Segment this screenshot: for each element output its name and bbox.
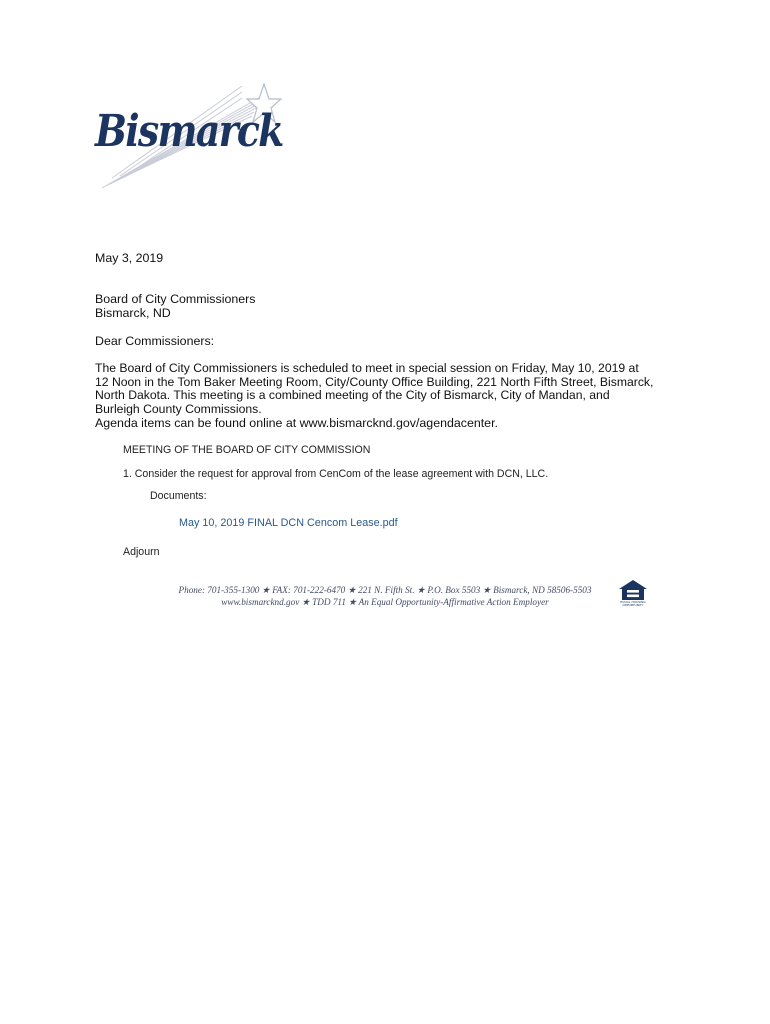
salutation: Dear Commissioners: [95,334,215,348]
footer-contact-line: Phone: 701-355-1300 ★ FAX: 701-222-6470 ★ 221 N. Fifth St. ★ P.O. Box 5503 ★ Bismarck, ND 58506-5503 [178,585,592,595]
logo-wordmark: Bismarck [95,106,283,157]
letter-date: May 3, 2019 [95,251,164,265]
recipient-line-1: Board of City Commissioners [95,292,256,306]
documents-label: Documents: [150,490,207,502]
agenda-note: Agenda items can be found online at www.bismarcknd.gov/agendacenter. [95,416,498,430]
recipient-line-2: Bismarck, ND [95,306,171,320]
bismarck-logo [92,78,282,193]
letterhead-footer [150,584,620,608]
equal-housing-caption: EQUAL HOUSING OPPORTUNITY [620,600,646,607]
equal-housing-opportunity-logo [618,579,648,607]
adjourn-label: Adjourn [123,546,160,558]
footer-web-line: www.bismarcknd.gov ★ TDD 711 ★ An Equal Opportunity-Affirmative Action Employer [221,597,549,607]
agenda-heading: MEETING OF THE BOARD OF CITY COMMISSION [123,444,371,456]
agenda-item-1: 1. Consider the request for approval from CenCom of the lease agreement with DCN, LLC. [123,468,549,480]
document-link-lease-pdf[interactable]: May 10, 2019 FINAL DCN Cencom Lease.pdf [179,517,398,529]
letter-body-paragraph: The Board of City Commissioners is scheduled to meet in special session on Friday, May 10, 2019 at 12 Noon in the Tom Baker Meeting Room, City/County Office Building, 221 North Fifth Street, Bismarck, North Dakota. This meeting is a combined meeting of the City of Bismarck, City of Mandan, and Burleigh County Commissions. [95,361,654,416]
equal-housing-icon [618,579,648,601]
